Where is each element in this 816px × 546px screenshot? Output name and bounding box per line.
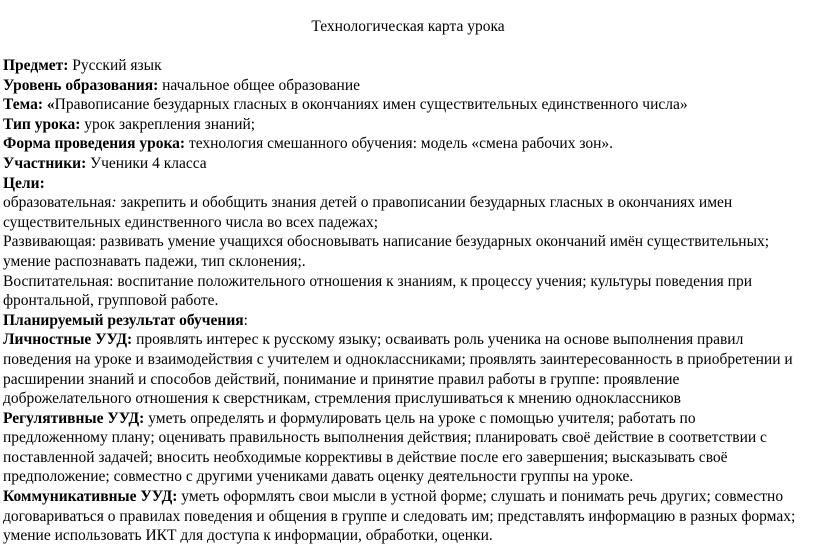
personal-uud-line-3: расширении знаний и способов действий, понимание и принятие правил работы в группе: проявление <box>3 370 680 388</box>
goal-educational-line-2: существительных единственного числа во всех падежах; <box>3 213 379 231</box>
planned-colon: : <box>243 311 248 329</box>
communicative-uud-label: Коммуникативные УУД: <box>3 488 178 506</box>
level-line <box>3 76 813 96</box>
regulatory-uud-line-4: предположение; совместно с другими учениками давать оценку деятельности группы на уроке. <box>3 468 634 486</box>
regulatory-uud-line-3: поставленной задачей; вносить необходимые коррективы в действие после его завершения; высказывать своё <box>3 448 728 466</box>
document-body <box>3 56 813 546</box>
subject-line <box>3 56 813 76</box>
form-label: Форма проведения урока: <box>3 135 186 153</box>
goal-developmental <box>3 232 813 271</box>
personal-uud-text-1: проявлять интерес к русскому языку; осваивать роль ученика на основе выполнения правил <box>132 331 744 349</box>
lesson-type-label: Тип урока: <box>3 115 81 133</box>
goal-upbringing-line-1: Воспитательная: воспитание положительного отношения к знаниям, к процессу учения; культуры поведения при <box>3 272 752 290</box>
communicative-uud-line-3: умение использовать ИКТ для доступа к информации, обработки, оценки. <box>3 527 493 545</box>
goal-educational <box>3 193 813 232</box>
participants-line <box>3 154 813 174</box>
lesson-type-value: урок закрепления знаний; <box>80 115 256 133</box>
topic-label: Тема: « <box>3 96 55 114</box>
personal-uud-line-4: доброжелательного отношения к сверстникам, стремления прислушиваться к мнению одноклассников <box>3 390 681 408</box>
personal-uud-label: Личностные УУД: <box>3 331 133 349</box>
goal-upbringing <box>3 272 813 311</box>
document-title: Технологическая карта урока <box>311 18 505 35</box>
planned-heading <box>3 311 813 331</box>
topic-value: Правописание безударных гласных в окончаниях имен существительных единственного числа» <box>54 96 688 114</box>
regulatory-uud-label: Регулятивные УУД: <box>3 409 145 427</box>
communicative-uud <box>3 487 813 546</box>
goal-developmental-line-1: Развивающая: развивать умение учащихся обосновывать написание безударных окончаний имён существительных; <box>3 233 770 251</box>
communicative-uud-text-1: уметь оформлять свои мысли в устной форме; слушать и понимать речь других; совместно <box>177 488 784 506</box>
personal-uud-line-1 <box>3 330 813 350</box>
regulatory-uud-line-1 <box>3 409 813 429</box>
regulatory-uud-line-2: предложенному плану; оценивать правильность выполнения действия; планировать своё действие в соответствии с <box>3 429 767 447</box>
goal-educational-text-1: закрепить и обобщить знания детей о правописании безударных гласных в окончаниях имен <box>116 194 733 212</box>
personal-uud <box>3 330 813 408</box>
goal-educational-colon: : <box>111 194 117 212</box>
goal-educational-line-1 <box>3 193 813 213</box>
subject-value: Русский язык <box>68 57 162 74</box>
regulatory-uud-text-1: уметь определять и формулировать цель на уроке с помощью учителя; работать по <box>144 409 696 427</box>
regulatory-uud <box>3 409 813 487</box>
communicative-uud-line-2: договариваться о правилах поведения и общения в группе и следовать им; представлять информацию в разных формах; <box>3 507 796 525</box>
level-label: Уровень образования: <box>3 76 159 94</box>
form-value: технология смешанного обучения: модель «смена рабочих зон». <box>185 135 614 153</box>
subject-label: Предмет: <box>3 57 69 74</box>
goals-label: Цели: <box>3 174 45 192</box>
level-value: начальное общее образование <box>158 76 360 94</box>
personal-uud-line-2: поведения на уроке и взаимодействия с учителем и одноклассниками; проявлять заинтересованность в приобретении и <box>3 350 793 368</box>
lesson-type-line <box>3 115 813 135</box>
goal-developmental-line-2: умение распознавать падежи, тип склонения;. <box>3 252 306 270</box>
topic-line <box>3 95 813 115</box>
participants-label: Участники: <box>3 154 87 172</box>
goal-upbringing-line-2: фронтальной, групповой работе. <box>3 292 219 310</box>
participants-value: Ученики 4 класса <box>86 154 207 172</box>
form-line <box>3 134 813 154</box>
goal-educational-prefix: образовательная <box>3 194 112 212</box>
planned-label: Планируемый результат обучения <box>3 311 244 329</box>
goals-heading <box>3 174 813 194</box>
